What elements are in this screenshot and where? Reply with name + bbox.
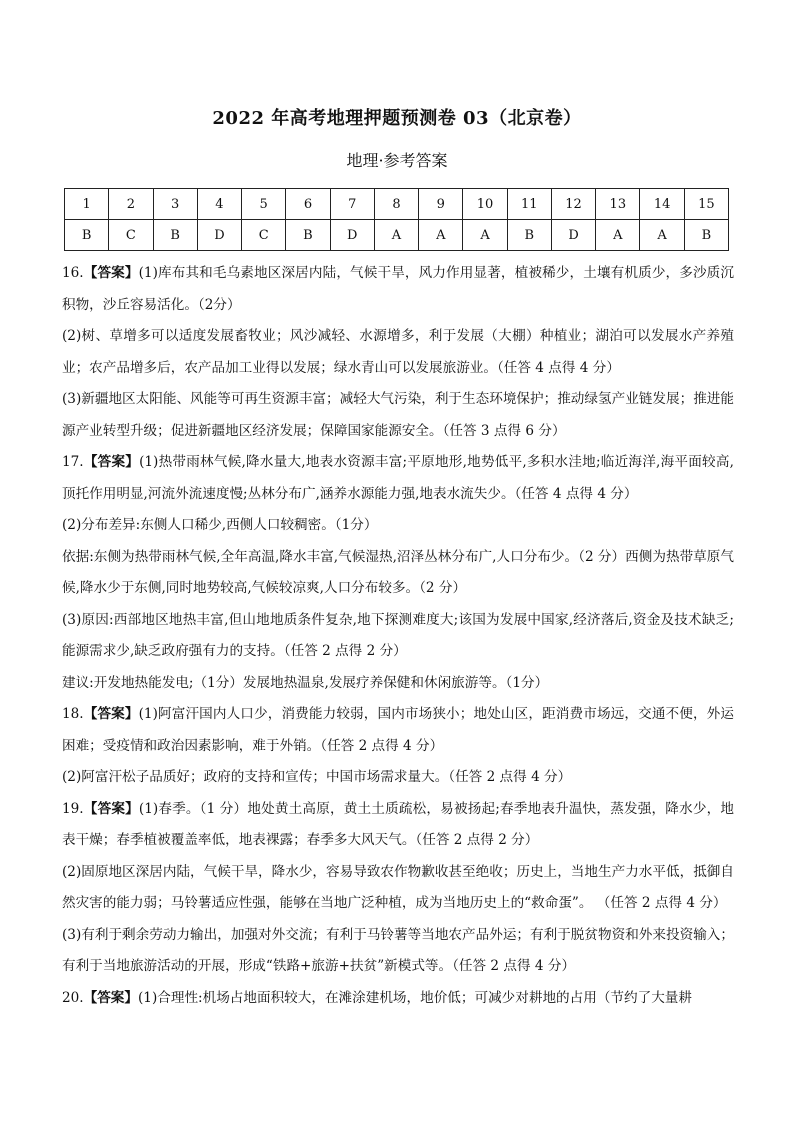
q17-number: 17. [62,454,84,470]
answer-letter-cell: C [109,220,153,251]
question-number-cell: 7 [330,189,374,220]
answer-letter-cell: D [551,220,595,251]
question-number-cell: 9 [419,189,463,220]
q19-answer-p1 [62,794,734,857]
q20-part1: (1)合理性:机场占地面积较大，在滩涂建机场，地价低；可减少对耕地的占用（节约了大量耕 [138,989,692,1006]
answer-letter-cell: C [242,220,286,251]
q16-part1: (1)库布其和毛乌素地区深居内陆，气候干旱，风力作用显著，植被稀少，土壤有机质少，多沙质沉积物，沙丘容易活化。（2分） [62,265,734,313]
q18-answer-p1 [62,699,734,762]
answer-letter-cell: A [463,220,507,251]
q17-part2: (2)分布差异:东侧人口稀少,西侧人口较稠密。（1分） [62,517,378,533]
q17-part3: (3)原因:西部地区地热丰富,但山地地质条件复杂,地下探测难度大;该国为发展中国家,经济落后,资金及技术缺乏;能源需求少,缺乏政府强有力的支持。（任答 2 点得 2 分） [62,611,734,659]
answer-letter-cell: D [197,220,241,251]
answer-letter-cell: A [640,220,684,251]
q18-number: 18. [62,706,84,722]
question-number-cell: 13 [596,189,640,220]
page-title: 2022 年高考地理押题预测卷 03（北京卷） [212,108,582,129]
q17-part3-suggestion: 建议:开发地热能发电;（1分）发展地热温泉,发展疗养保健和休闲旅游等。（1分） [62,674,549,691]
answer-letter-cell: B [153,220,197,251]
answer-letter-row [65,220,729,251]
answer-letter-cell: B [65,220,109,251]
q17-answer-p1 [62,447,734,510]
q16-number: 16. [62,265,84,281]
answer-letter-cell: B [507,220,551,251]
question-number-cell: 11 [507,189,551,220]
q19-part3: (3)有利于剩余劳动力输出，加强对外交流；有利于马铃薯等当地农产品外运；有利于脱贫物资和外来投资输入；有利于当地旅游活动的开展，形成“铁路+旅游+扶贫”新模式等。（任答 2 点得 4 分） [62,926,734,974]
question-number-cell: 5 [242,189,286,220]
q19-part2: (2)固原地区深居内陆，气候干旱，降水少，容易导致农作物歉收甚至绝收；历史上，当地生产力水平低，抵御自然灾害的能力弱；马铃薯适应性强，能够在当地广泛种植，成为当地历史上的“救命蛋”。 （任答 2 点得 4 分） [62,863,734,911]
answer-number-row [65,189,729,220]
question-number-cell: 12 [551,189,595,220]
q16-part3: (3)新疆地区太阳能、风能等可再生资源丰富；减轻大气污染，利于生态环境保护；推动绿氢产业链发展；推进能源产业转型升级；促进新疆地区经济发展；保障国家能源安全。（任答 3 点得 6 分） [62,391,734,439]
q17-part2-basis: 依据:东侧为热带雨林气候,全年高温,降水丰富,气候湿热,沼泽丛林分布广,人口分布少。（2 分）西侧为热带草原气候,降水少于东侧,同时地势较高,气候较凉爽,人口分布较多。（2 分） [62,548,734,596]
q20-number: 20. [62,989,84,1006]
question-number-cell: 10 [463,189,507,220]
answer-letter-cell: A [419,220,463,251]
answer-letter-cell: D [330,220,374,251]
q18-part2: (2)阿富汗松子品质好；政府的支持和宣传；中国市场需求量大。（任答 2 点得 4 分） [62,769,572,785]
q19-number: 19. [62,800,84,817]
q16-answer-tag: 【答案】 [83,265,139,281]
answer-letter-cell: B [684,220,728,251]
question-number-cell: 8 [374,189,418,220]
page-subtitle: 地理·参考答案 [346,151,448,170]
answer-letter-cell: A [596,220,640,251]
q18-part1: (1)阿富汗国内人口少，消费能力较弱，国内市场狭小；地处山区，距消费市场远，交通不便，外运困难；受疫情和政治因素影响，难于外销。（任答 2 点得 4 分） [62,706,734,754]
q19-answer-tag: 【答案】 [83,800,139,817]
q17-part1: (1)热带雨林气候,降水量大,地表水资源丰富;平原地形,地势低平,多积水洼地;临近海洋,海平面较高,顶托作用明显,河流外流速度慢;丛林分布广,涵养水源能力强,地表水流失少。（任答 4 点得 4 分） [62,454,734,502]
answer-content [62,258,734,1014]
q20-answer-p1 [62,983,734,1015]
q18-answer-tag: 【答案】 [83,706,139,722]
q17-answer-tag: 【答案】 [83,454,140,470]
q16-part2: (2)树、草增多可以适度发展畜牧业；风沙减轻、水源增多，利于发展（大棚）种植业；湖泊可以发展水产养殖业；农产品增多后，农产品加工业得以发展；绿水青山可以发展旅游业。（任答 4 点得 4 分） [62,328,734,376]
question-number-cell: 6 [286,189,330,220]
question-number-cell: 4 [197,189,241,220]
question-number-cell: 3 [153,189,197,220]
question-number-cell: 15 [684,189,728,220]
answer-table [64,188,729,251]
question-number-cell: 14 [640,189,684,220]
question-number-cell: 2 [109,189,153,220]
answer-letter-cell: B [286,220,330,251]
q20-answer-tag: 【答案】 [83,989,138,1006]
q19-part1: (1)春季。（1 分）地处黄土高原，黄土土质疏松，易被扬起;春季地表升温快，蒸发强，降水少，地表干燥；春季植被覆盖率低，地表裸露；春季多大风天气。（任答 2 点得 2 分） [62,800,734,848]
question-number-cell: 1 [65,189,109,220]
q16-answer-p1 [62,258,734,321]
answer-letter-cell: A [374,220,418,251]
